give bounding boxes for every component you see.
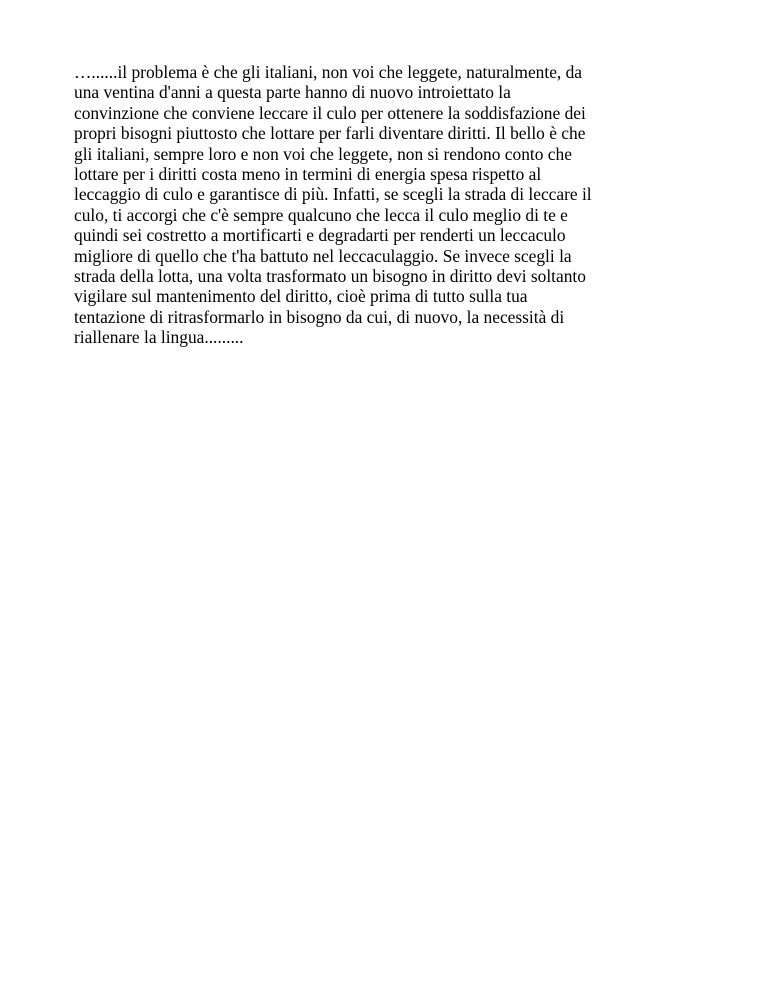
body-paragraph [74, 62, 698, 348]
paragraph-line: gli italiani, sempre loro e non voi che leggete, non si rendono conto che [74, 143, 572, 164]
paragraph-line: lottare per i diritti costa meno in termini di energia spesa rispetto al [74, 164, 542, 185]
paragraph-line: quindi sei costretto a mortificarti e degradarti per renderti un leccaculo [74, 225, 566, 246]
paragraph-line: leccaggio di culo e garantisce di più. Infatti, se scegli la strada di leccare il [74, 184, 592, 205]
paragraph-line: migliore di quello che t'ha battuto nel leccaculaggio. Se invece scegli la [74, 245, 572, 266]
paragraph-line: convinzione che conviene leccare il culo per ottenere la soddisfazione dei [74, 102, 586, 123]
paragraph-line: riallenare la lingua......... [74, 327, 244, 348]
paragraph-line: vigilare sul mantenimento del diritto, cioè prima di tutto sulla tua [74, 286, 528, 307]
paragraph-line: …......il problema è che gli italiani, non voi che leggete, naturalmente, da [74, 62, 583, 82]
paragraph-line: strada della lotta, una volta trasformato un bisogno in diritto devi soltanto [74, 266, 586, 287]
paragraph-line: tentazione di ritrasformarlo in bisogno da cui, di nuovo, la necessità di [74, 306, 565, 327]
paragraph-line: propri bisogni piuttosto che lottare per farli diventare diritti. Il bello è che [74, 123, 586, 144]
paragraph-line: una ventina d'anni a questa parte hanno di nuovo introiettato la [74, 82, 511, 103]
paragraph-line: culo, ti accorgi che c'è sempre qualcuno che lecca il culo meglio di te e [74, 204, 568, 225]
